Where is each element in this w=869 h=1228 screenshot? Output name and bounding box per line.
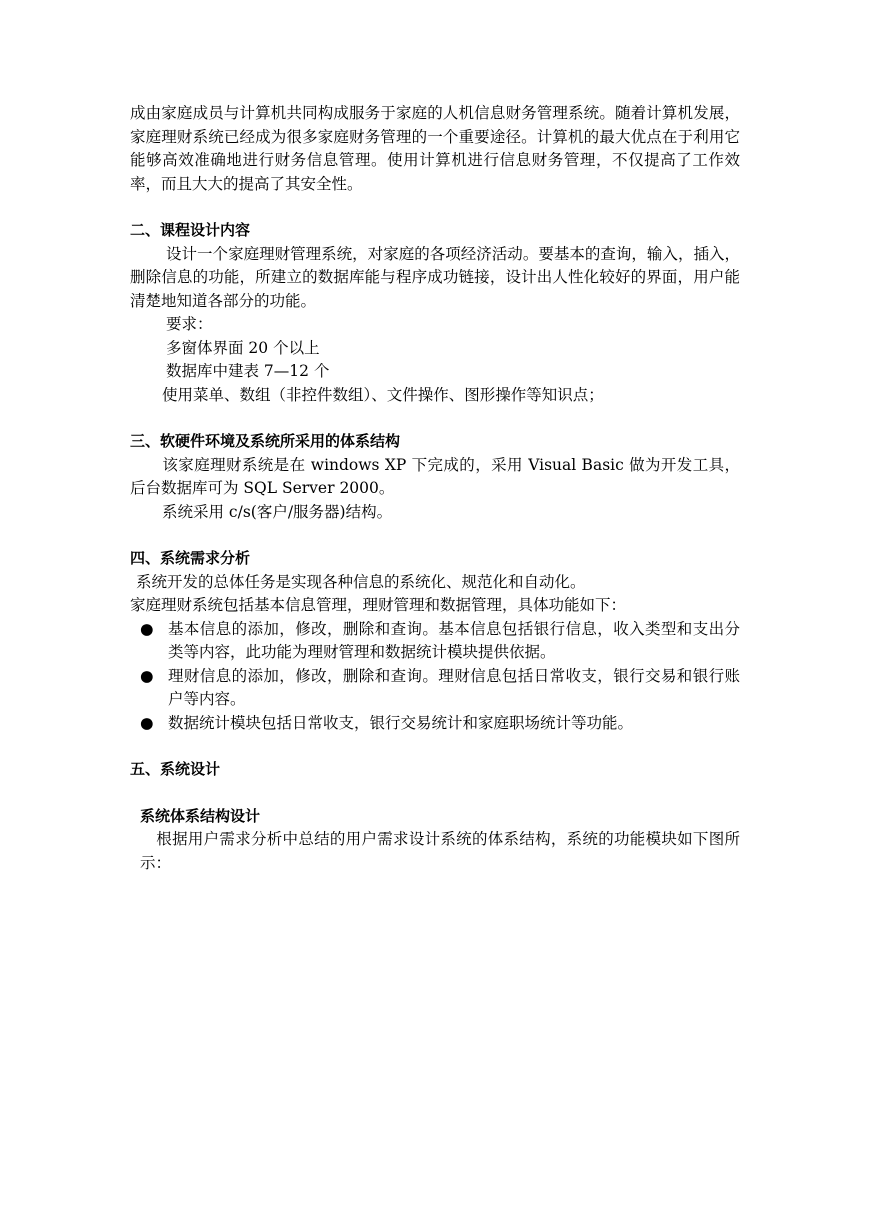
section-3-body	[130, 454, 740, 501]
requirement-item-2: 数据库中建表 7—12 个	[166, 362, 330, 380]
section-4-line-1: 系统开发的总体任务是实现各种信息的系统化、规范化和自动化。	[136, 572, 586, 591]
list-item-text: 基本信息的添加，修改，删除和查询。基本信息包括银行信息，收入类型和支出分类等内容，此功能为理财管理和数据统计模块提供依据。	[168, 619, 740, 661]
spacer	[130, 735, 740, 758]
section-2-body	[130, 243, 740, 314]
intro-paragraph: 成由家庭成员与计算机共同构成服务于家庭的人机信息财务管理系统。随着计算机发展，家庭理财系统已经成为很多家庭财务管理的一个重要途径。计算机的最大优点在于利用它能够高效准确地进行财务信息管理。使用计算机进行信息财务管理，不仅提高了工作效率，而且大大的提高了其安全性。	[130, 104, 740, 193]
feature-list	[130, 618, 740, 736]
list-item	[130, 712, 740, 736]
section-5-body	[130, 828, 740, 875]
spacer	[130, 524, 740, 547]
spacer	[130, 196, 740, 219]
bullet-icon: ●	[140, 713, 154, 732]
bullet-icon: ●	[140, 666, 154, 685]
requirement-item-1: 多窗体界面 20 个以上	[166, 338, 320, 357]
section-2-heading: 二、课程设计内容	[130, 221, 251, 239]
list-item-text: 理财信息的添加，修改，删除和查询。理财信息包括日常收支，银行交易和银行账户等内容。	[168, 666, 740, 708]
section-2-body-text: 设计一个家庭理财管理系统，对家庭的各项经济活动。要基本的查询，输入，插入，删除信息的功能，所建立的数据库能与程序成功链接，设计出人性化较好的界面，用户能清楚地知道各部分的功能。	[130, 244, 740, 310]
requirements-label: 要求：	[166, 315, 213, 333]
bullet-icon: ●	[140, 619, 154, 638]
spacer	[130, 407, 740, 430]
list-item-text: 数据统计模块包括日常收支，银行交易统计和家庭职场统计等功能。	[168, 713, 634, 732]
section-5-body-text: 根据用户需求分析中总结的用户需求设计系统的体系结构，系统的功能模块如下图所示：	[140, 830, 740, 872]
spacer	[130, 782, 740, 805]
requirement-item-3: 使用菜单、数组（非控件数组）、文件操作、图形操作等知识点；	[162, 385, 604, 404]
list-item	[130, 665, 740, 712]
section-3-body-text: 该家庭理财系统是在 windows XP 下完成的，采用 Visual Basic 做为开发工具，后台数据库可为 SQL Server 2000。	[130, 455, 740, 497]
list-item	[130, 618, 740, 665]
section-5-subheading: 系统体系结构设计	[140, 806, 261, 825]
section-3-heading: 三、软硬件环境及系统所采用的体系结构	[130, 432, 401, 450]
section-5-heading: 五、系统设计	[130, 760, 221, 778]
section-4-line-2: 家庭理财系统包括基本信息管理，理财管理和数据管理，具体功能如下：	[130, 596, 627, 614]
section-4-heading: 四、系统需求分析	[130, 549, 251, 567]
section-3-architecture: 系统采用 c/s(客户/服务器)结构。	[162, 502, 393, 521]
document-page	[130, 102, 740, 875]
